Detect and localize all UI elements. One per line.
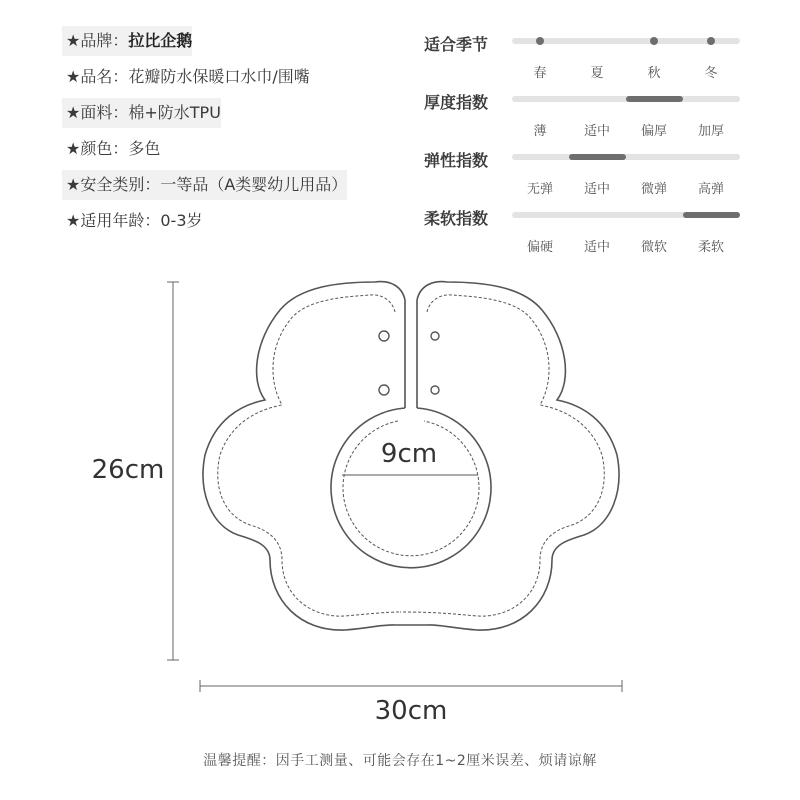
- index-label: 秋: [647, 66, 661, 81]
- index-label: 春: [533, 66, 547, 81]
- spec-label: ★安全类别：: [66, 175, 161, 194]
- spec-label: ★适用年龄：: [66, 211, 161, 230]
- spec-value: 0-3岁: [160, 211, 203, 230]
- neck-label: 9cm: [380, 439, 438, 469]
- index-label: 夏: [590, 66, 604, 81]
- index-title: 柔软指数: [424, 209, 489, 228]
- index-label: 高弹: [697, 182, 724, 197]
- index-label: 适中: [583, 124, 610, 139]
- index-label: 适中: [583, 240, 610, 255]
- index-label: 适中: [583, 182, 610, 197]
- index-title: 厚度指数: [424, 93, 489, 112]
- spec-label: ★品牌：: [66, 31, 129, 50]
- spec-label: ★品名：: [66, 67, 129, 86]
- disclaimer-note: 温馨提醒：因手工测量、可能会存在1~2厘米误差、烦请谅解: [203, 753, 597, 769]
- spec-value: 多色: [128, 139, 161, 158]
- index-label: 柔软: [697, 240, 724, 255]
- index-label: 微软: [640, 240, 667, 255]
- index-label: 无弹: [526, 182, 553, 197]
- dimension-height: [167, 282, 179, 660]
- index-title: 适合季节: [424, 35, 489, 54]
- index-label: 加厚: [697, 124, 724, 139]
- width-label: 30cm: [374, 696, 448, 726]
- index-label: 微弹: [640, 182, 667, 197]
- index-label: 冬: [704, 66, 718, 81]
- dimension-width: [200, 680, 622, 692]
- index-label: 偏厚: [640, 124, 667, 139]
- index-title: 弹性指数: [424, 151, 489, 170]
- height-label: 26cm: [91, 455, 165, 485]
- spec-value: 棉+防水TPU: [128, 103, 221, 122]
- index-label: 薄: [533, 124, 547, 139]
- spec-value: 一等品（A类婴幼儿用品）: [160, 175, 348, 194]
- spec-value: 拉比企鹅: [128, 31, 193, 50]
- spec-label: ★颜色：: [66, 139, 129, 158]
- spec-label: ★面料：: [66, 103, 129, 122]
- index-label: 偏硬: [526, 240, 553, 255]
- spec-value: 花瓣防水保暖口水巾/围嘴: [128, 67, 310, 86]
